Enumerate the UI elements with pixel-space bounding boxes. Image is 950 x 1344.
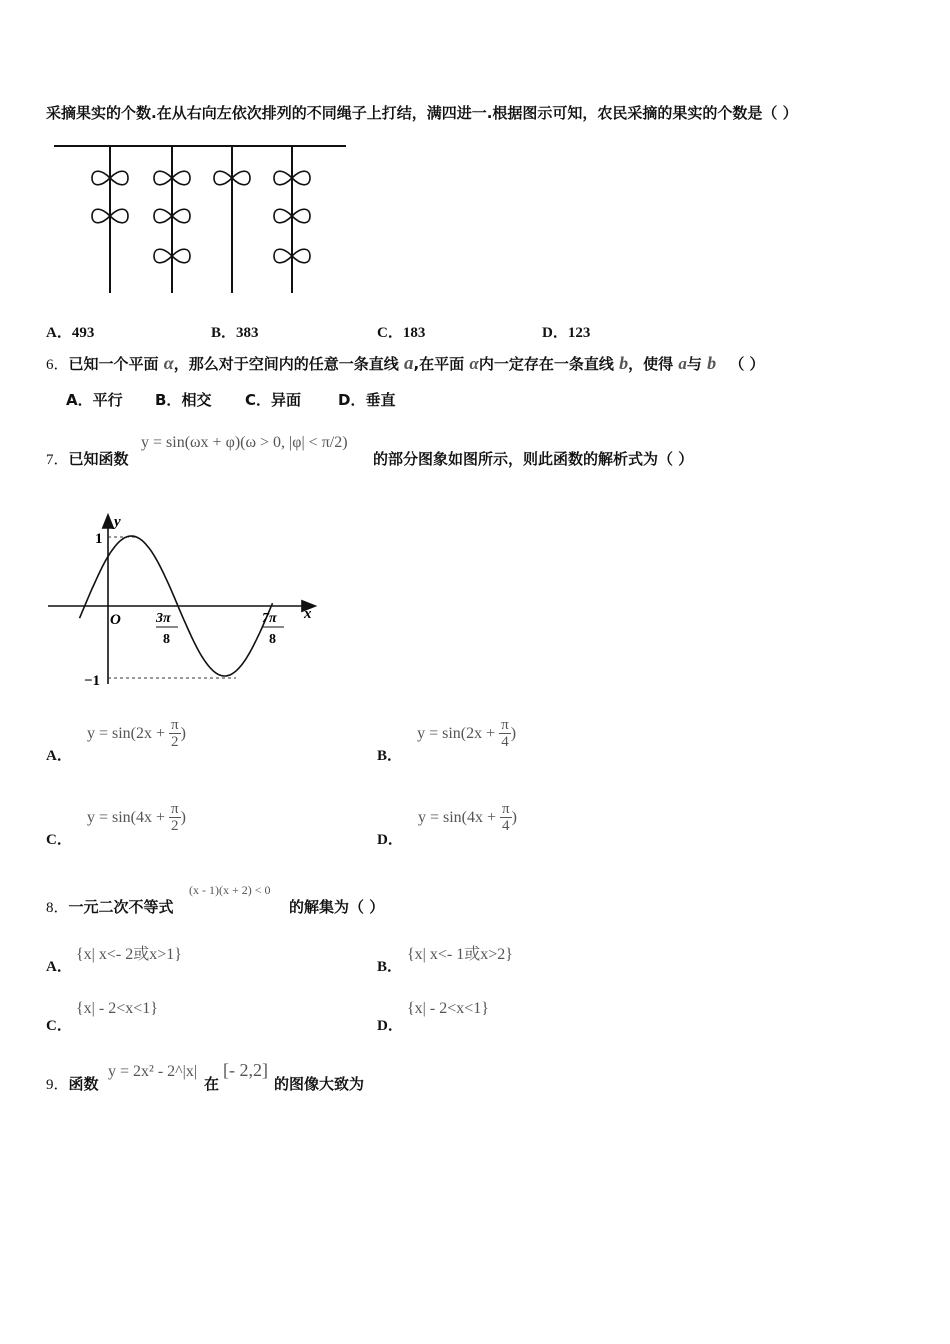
q7-option-b[interactable]: B． y = sin(2x + $\frac{\pi}{4}$ )	[377, 717, 517, 764]
tick-3pi-denominator: 8	[163, 632, 170, 647]
q9-num-label: 9．函数	[46, 1075, 99, 1093]
q6-option-b[interactable]: B．相交	[155, 391, 212, 409]
q5-text: 采摘果实的个数.在从右向左依次排列的不同绳子上打结，满四进一.根据图示可知，农民采摘的果实的个数是（ ）	[46, 104, 798, 122]
q7-formula: y = sin(ωx + φ)(ω > 0, |φ| < π/2)	[141, 434, 348, 451]
x-axis-label: x	[304, 606, 312, 622]
sine-graph	[44, 512, 324, 692]
y-axis-label: y	[114, 514, 121, 530]
q6-option-a[interactable]: A．平行	[66, 391, 123, 409]
q7-num-label: 7．已知函数	[46, 450, 129, 468]
q8-option-a-value[interactable]: {x| x<- 2或x>1}	[76, 946, 182, 963]
tick-3pi-numerator: 3π	[156, 611, 171, 626]
q9-text-in: 在	[204, 1075, 220, 1093]
q6-option-c[interactable]: C．异面	[245, 391, 302, 409]
y-max-label: 1	[95, 531, 103, 547]
q6-option-d[interactable]: D．垂直	[338, 391, 396, 409]
q8-option-c-label[interactable]: C．	[46, 1018, 72, 1034]
tick-7pi-denominator: 8	[269, 632, 276, 647]
q5-option-c[interactable]: C．183	[377, 325, 426, 341]
q5-option-a[interactable]: A．493	[46, 325, 95, 341]
q9-interval: [- 2,2]	[223, 1060, 268, 1080]
q7-option-a[interactable]: A． y = sin(2x + $\frac{\pi}{2}$ )	[46, 717, 186, 764]
q8-option-d-value[interactable]: {x| - 2<x<1}	[407, 1000, 489, 1017]
q8-option-b-label[interactable]: B．	[377, 959, 403, 975]
q5-option-d[interactable]: D．123	[542, 325, 591, 341]
q7-option-c[interactable]: C． y = sin(4x + $\frac{\pi}{2}$ )	[46, 801, 186, 848]
q9-formula: y = 2x² - 2^|x|	[108, 1063, 198, 1080]
q8-num-label: 8．一元二次不等式	[46, 898, 174, 916]
q6-text: 6．已知一个平面 α，那么对于空间内的任意一条直线 a,在平面 α内一定存在一条直线 b，使得 a与 b （ ）	[46, 353, 765, 374]
q8-option-c-value[interactable]: {x| - 2<x<1}	[76, 1000, 158, 1017]
knot-rope-figure	[44, 138, 354, 300]
y-min-label: −1	[84, 673, 101, 689]
q8-option-b-value[interactable]: {x| x<- 1或x>2}	[407, 946, 513, 963]
q7-option-d[interactable]: D． y = sin(4x + $\frac{\pi}{4}$ )	[377, 801, 517, 848]
q8-option-a-label[interactable]: A．	[46, 959, 72, 975]
q7-question-tail: 的部分图象如图所示，则此函数的解析式为（ ）	[373, 450, 694, 468]
tick-7pi-numerator: 7π	[262, 611, 277, 626]
q8-question-tail: 的解集为（ ）	[289, 898, 385, 916]
origin-label: O	[110, 612, 121, 628]
q5-option-b[interactable]: B．383	[211, 325, 259, 341]
q9-question-tail: 的图像大致为	[274, 1075, 365, 1093]
q8-option-d-label[interactable]: D．	[377, 1018, 403, 1034]
q8-formula: (x - 1)(x + 2) < 0	[189, 883, 271, 897]
